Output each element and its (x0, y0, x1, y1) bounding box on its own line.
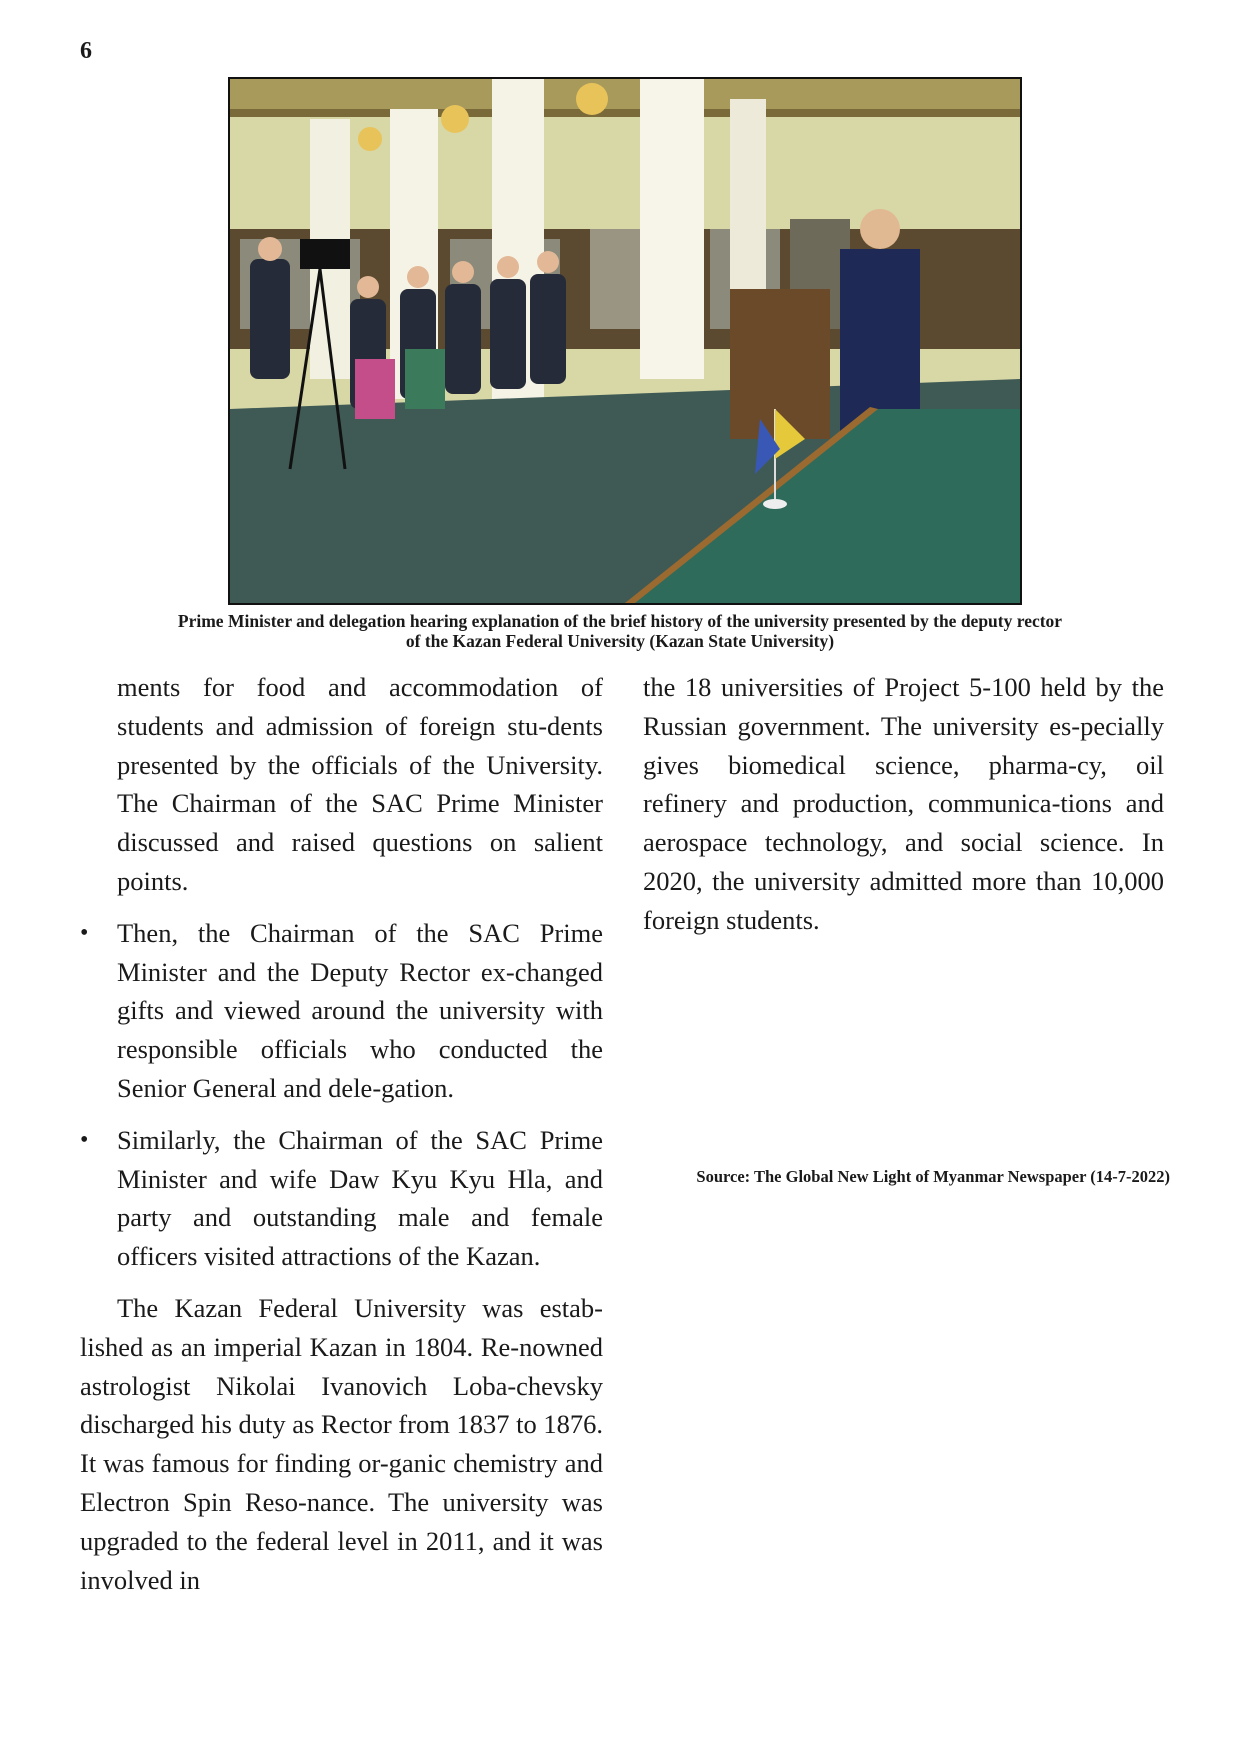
source-note: Source: The Global New Light of Myanmar Newspaper (14-7-2022) (696, 1167, 1170, 1186)
conference-photo (228, 77, 1022, 605)
continuation-paragraph: ments for food and accommodation of students and admission of foreign stu-dents presented by the officials of the University. The Chairman of the SAC Prime Minister discussed and raised questions on salient points. (117, 672, 603, 896)
photo-caption (60, 611, 1180, 651)
caption-line-2: of the Kazan Federal University (Kazan State University) (405, 631, 835, 651)
left-column (80, 668, 603, 1599)
photo-illustration (230, 79, 1020, 603)
history-paragraph: The Kazan Federal University was estab-lished as an imperial Kazan in 1804. Re-nowned astrologist Nikolai Ivanovich Loba-chevsky discharged his duty as Rector from 1837 to 1876. It was famous for finding or-ganic chemistry and Electron Spin Reso-nance. The university was upgraded to the federal level in 2011, and it was involved in (80, 1292, 603, 1595)
bullet-icon: • (80, 1126, 89, 1153)
bullet-icon: • (80, 919, 89, 946)
caption-line-1: Prime Minister and delegation hearing explanation of the brief history of the university presented by the deputy rector (177, 611, 1063, 631)
bullet-item (80, 1121, 603, 1276)
continuation-paragraph: the 18 universities of Project 5-100 held by the Russian government. The university es-pecially gives biomedical science, pharma-cy, oil refinery and production, communica-tions and aerospace technology, and social science. In 2020, the university admitted more than 10,000 foreign students. (643, 672, 1164, 935)
bullet-item (80, 914, 603, 1108)
bullet-text: Similarly, the Chairman of the SAC Prime Minister and wife Daw Kyu Kyu Hla, and party and outstanding male and female officers visited attractions of the Kazan. (117, 1124, 603, 1272)
page-number: 6 (80, 38, 92, 64)
bullet-text: Then, the Chairman of the SAC Prime Minister and the Deputy Rector ex-changed gifts and viewed around the university with responsible officials who conducted the Senior General and dele-gation. (117, 917, 603, 1103)
right-column (643, 668, 1164, 940)
